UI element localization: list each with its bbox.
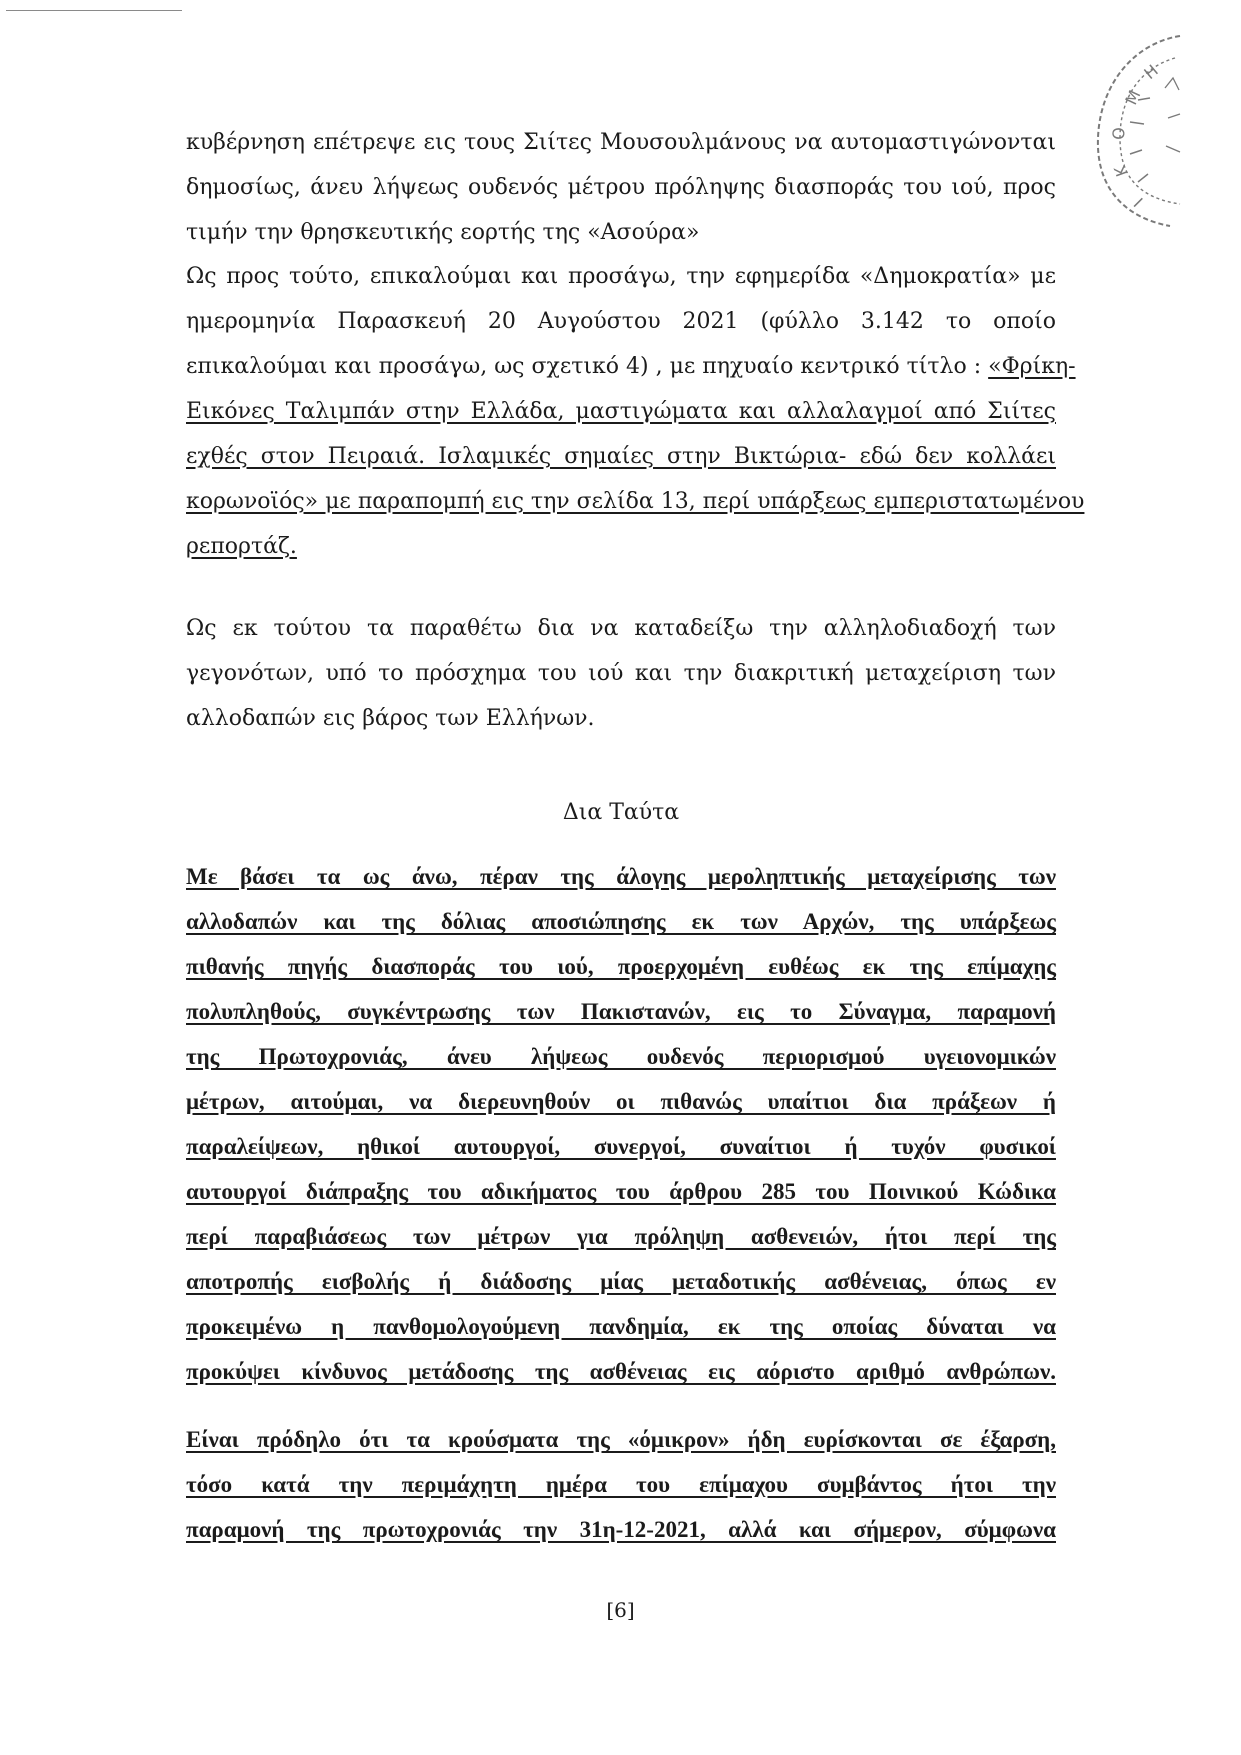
bold-underlined-line: Είναι πρόδηλο ότι τα κρούσματα της «όμικρον» ήδη ευρίσκονται σε έξαρση,	[186, 1427, 1056, 1452]
text-line: αλλοδαπών εις βάρος των Ελλήνων.	[186, 706, 595, 731]
svg-text:Ι: Ι	[1130, 193, 1147, 211]
underlined-text-line: εχθές στον Πειραιά. Ισλαμικές σημαίες στην Βικτώρια- εδώ δεν κολλάει	[186, 444, 1056, 469]
bold-underlined-line: πολυπληθούς, συγκέντρωσης των Πακιστανών, εις το Σύναγμα, παραμονή	[186, 999, 1056, 1024]
svg-text:Μ: Μ	[1121, 87, 1145, 108]
text-line	[186, 344, 1076, 389]
text-line: Ως προς τούτο, επικαλούμαι και προσάγω, την εφημερίδα «Δημοκρατία» με	[186, 264, 1056, 289]
text-line-part: επικαλούμαι και προσάγω, ως σχετικό 4) , με πηχυαίο κεντρικό τίτλο :	[186, 354, 989, 379]
svg-text:Ο: Ο	[1109, 126, 1129, 141]
bold-underlined-line: προκειμένω η πανθομολογούμενη πανδημία, εκ της οποίας δύναται να	[186, 1314, 1056, 1339]
bold-underlined-line: αλλοδαπών και της δόλιας αποσιώπησης εκ των Αρχών, της υπάρξεως	[186, 909, 1056, 934]
bold-underlined-line: της Πρωτοχρονιάς, άνευ λήψεως ουδενός περιορισμού υγειονομικών	[186, 1044, 1056, 1069]
text-line: ημερομηνία Παρασκευή 20 Αυγούστου 2021 (φύλλο 3.142 το οποίο	[186, 309, 1056, 334]
bold-underlined-line: πιθανής πηγής διασποράς του ιού, προερχομένη ευθέως εκ της επίμαχης	[186, 954, 1056, 979]
bold-underlined-line: προκύψει κίνδυνος μετάδοσης της ασθένειας εις αόριστο αριθμό ανθρώπων.	[186, 1359, 1056, 1384]
paragraph-3	[186, 606, 1056, 741]
bold-underlined-line: παραλείψεων, ηθικοί αυτουργοί, συνεργοί, συναίτιοι ή τυχόν φυσικοί	[186, 1134, 1056, 1159]
bold-underlined-line: παραμονή της πρωτοχρονιάς την 31η-12-2021, αλλά και σήμερον, σύμφωνα	[186, 1517, 1056, 1542]
text-line: δημοσίως, άνευ λήψεως ουδενός μέτρου πρόληψης διασποράς του ιού, προς	[186, 175, 1056, 200]
bold-underlined-line: αυτουργοί διάπραξης του αδικήματος του άρθρου 285 του Ποινικού Κώδικα	[186, 1179, 1056, 1204]
svg-text:Κ: Κ	[1110, 162, 1132, 180]
text-line: γεγονότων, υπό το πρόσχημα του ιού και την διακριτική μεταχείριση των	[186, 661, 1056, 686]
underlined-text-line: ρεπορτάζ.	[186, 534, 297, 559]
text-line: Ως εκ τούτου τα παραθέτω δια να καταδείξω την αλληλοδιαδοχή των	[186, 616, 1056, 641]
bold-underlined-line: αποτροπής εισβολής ή διάδοσης μίας μεταδοτικής ασθένειας, όπως εν	[186, 1269, 1056, 1294]
text-line: κυβέρνηση επέτρεψε εις τους Σιίτες Μουσουλμάνους να αυτομαστιγώνονται	[186, 130, 1056, 155]
section-heading: Δια Ταύτα	[562, 800, 680, 825]
page-number: [6]	[606, 1598, 635, 1622]
paragraph-1	[186, 120, 1056, 255]
header-rule	[6, 10, 182, 11]
underlined-text-line: Εικόνες Ταλιμπάν στην Ελλάδα, μαστιγώματα και αλλαλαγμοί από Σιίτες	[186, 399, 1056, 424]
underlined-text-line: κορωνοϊός» με παραπομπή εις την σελίδα 13, περί υπάρξεως εμπεριστατωμένου	[186, 489, 1085, 514]
bold-underlined-line: περί παραβιάσεως των μέτρων για πρόληψη ασθενειών, ήτοι περί της	[186, 1224, 1056, 1249]
paragraph-4	[186, 854, 1056, 1394]
bold-underlined-line: Με βάσει τα ως άνω, πέραν της άλογης μεροληπτικής μεταχείρισης των	[186, 864, 1056, 889]
paragraph-2	[186, 254, 1085, 569]
paragraph-5	[186, 1417, 1056, 1552]
underlined-title-start: «Φρίκη-	[988, 354, 1076, 379]
bold-underlined-line: τόσο κατά την περιμάχητη ημέρα του επίμαχου συμβάντος ήτοι την	[186, 1472, 1056, 1497]
svg-text:Η: Η	[1140, 60, 1162, 84]
bold-underlined-line: μέτρων, αιτούμαι, να διερευνηθούν οι πιθανώς υπαίτιοι δια πράξεων ή	[186, 1089, 1056, 1114]
circular-seal-stamp-icon	[1040, 28, 1240, 268]
text-line: τιμήν την θρησκευτικής εορτής της «Ασούρα»	[186, 220, 700, 245]
